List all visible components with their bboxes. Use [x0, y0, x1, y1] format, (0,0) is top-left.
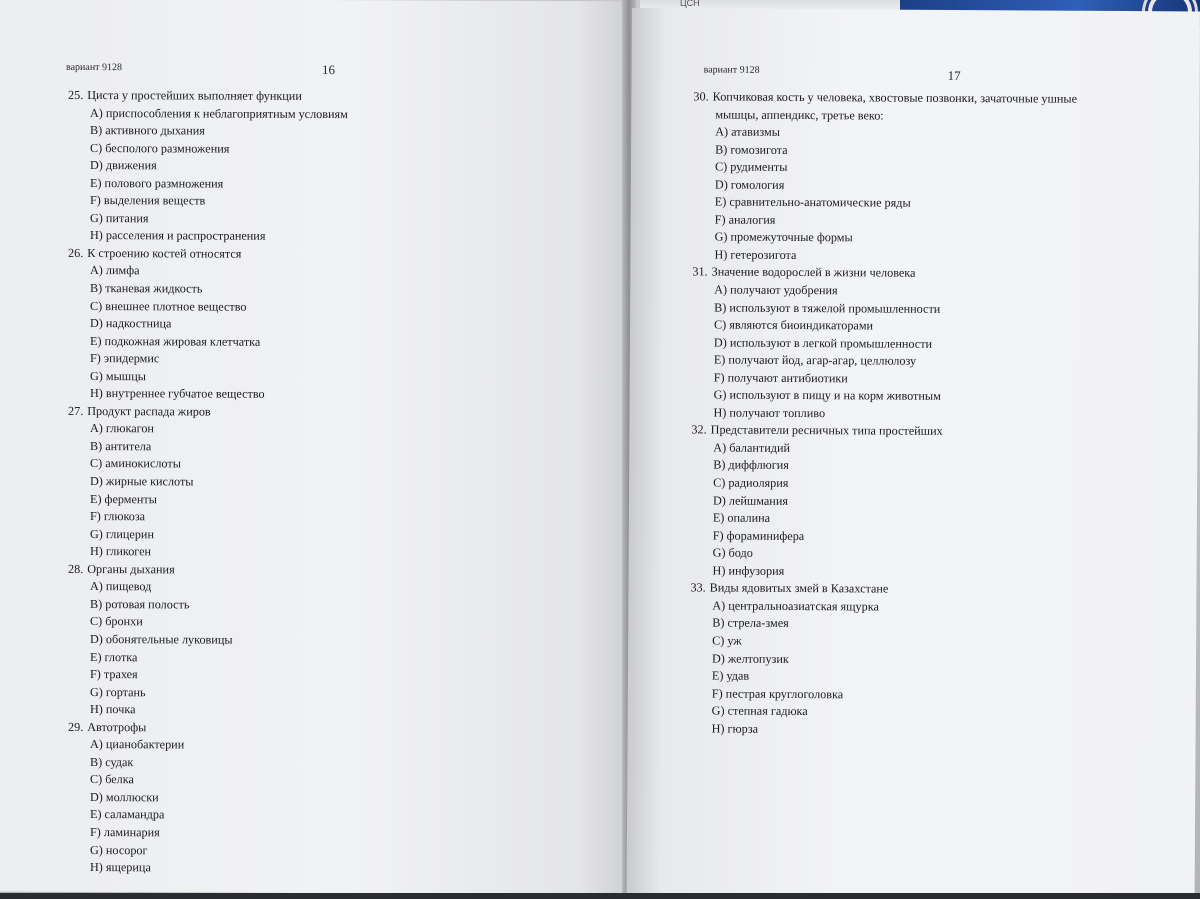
answer-option: B) судак	[90, 754, 134, 769]
answer-option: G) носорог	[90, 842, 148, 857]
answer-option: A) пищевод	[90, 579, 152, 594]
answer-option: E) саламандра	[90, 807, 165, 822]
answer-option: F) фораминифера	[712, 528, 805, 543]
question-number: 28.	[68, 561, 84, 576]
question-26	[68, 245, 348, 264]
left-question-column	[68, 87, 348, 878]
answer-option: D) используют в легкой промышленности	[713, 335, 933, 351]
answer-option: C) бесполого размножения	[90, 140, 230, 156]
question-text: Представители ресничных типа простейших	[710, 422, 943, 439]
answer-option: H) инфузория	[712, 563, 785, 578]
question-text: Органы дыхания	[87, 561, 175, 577]
answer-option: H) расселения и распространения	[90, 228, 266, 244]
answer-option: G) гортань	[90, 684, 146, 699]
answer-option: H) гетерозигота	[714, 247, 797, 262]
question-text: Автотрофы	[87, 719, 147, 734]
answer-option: B) используют в тяжелой промышленности	[714, 300, 941, 316]
answer-option: D) движения	[90, 158, 157, 173]
answer-option: C) внешнее плотное вещество	[90, 298, 247, 314]
answer-option: B) диффлюгия	[713, 457, 789, 473]
answer-option: C) уж	[712, 633, 742, 648]
answer-option: A) атавизмы	[715, 124, 781, 139]
right-variant-header: вариант 9128	[703, 64, 760, 76]
answer-option: D) моллюски	[90, 789, 159, 805]
answer-option: D) гомология	[714, 177, 785, 192]
question-text: Виды ядовитых змей в Казахстане	[709, 580, 889, 596]
bottom-shadow	[0, 893, 1200, 899]
question-text-continued: мышцы, аппендикс, третье веко:	[715, 107, 884, 123]
answer-option: B) стрела-змея	[712, 615, 789, 631]
answer-option: B) ротовая полость	[90, 596, 190, 612]
answer-option: C) радиолярия	[713, 475, 789, 490]
question-text: Циста у простейших выполняет функции	[87, 88, 302, 103]
answer-option: F) глюкоза	[90, 509, 146, 524]
answer-option: H) внутреннее губчатое вещество	[90, 386, 265, 402]
question-text: Значение водорослей в жизни человека	[711, 264, 916, 281]
answer-option: F) эпидермис	[90, 351, 160, 366]
answer-option: G) глицерин	[90, 526, 154, 541]
left-page-number: 16	[322, 62, 335, 78]
cover-mark: ЦСН	[680, 0, 700, 8]
answer-option: G) мышцы	[90, 368, 146, 384]
answer-option: A) балантидий	[713, 440, 791, 455]
answer-option: B) тканевая жидкость	[90, 281, 203, 296]
question-number: 26.	[68, 245, 84, 260]
answer-option: A) получают удобрения	[714, 282, 838, 298]
answer-option: D) лейшмания	[712, 493, 789, 508]
answer-option: H) ящерица	[90, 860, 151, 875]
right-question-column	[690, 88, 1194, 740]
answer-option: A) цианобактерии	[90, 737, 185, 752]
left-variant-header: вариант 9128	[66, 61, 123, 74]
question-number: 27.	[68, 403, 84, 418]
answer-option: E) полового размножения	[90, 175, 224, 191]
question-number: 29.	[68, 719, 84, 734]
answer-option: F) ламинария	[90, 824, 160, 840]
answer-option: E) сравнительно-анатомические ряды	[714, 194, 911, 210]
answer-option: F) получают антибиотики	[713, 370, 848, 386]
question-27	[68, 403, 348, 422]
answer-option: C) белка	[90, 772, 134, 787]
answer-option: D) жирные кислоты	[90, 474, 194, 489]
answer-option: F) трахея	[90, 667, 138, 682]
answer-option: H) получают топливо	[713, 405, 826, 421]
answer-option: A) центральноазиатская ящурка	[712, 598, 879, 614]
answer-option: F) пестрая круглоголовка	[711, 686, 844, 701]
answer-option: A) приспособления к неблагоприятным условиям	[90, 105, 348, 121]
answer-option: G) степная гадюка	[711, 703, 808, 719]
answer-option: G) бодо	[712, 545, 753, 560]
answer-option: D) надкостница	[90, 316, 172, 331]
answer-option: E) ферменты	[90, 491, 157, 506]
answer-option: E) получают йод, агар-агар, целлюлозу	[713, 352, 917, 368]
answer-option: B) гомозигота	[715, 142, 788, 157]
answer-option: A) лимфа	[90, 263, 140, 278]
answer-option: C) являются биоиндикаторами	[714, 317, 874, 333]
question-text: К строению костей относятся	[87, 245, 242, 261]
answer-option: B) антитела	[90, 438, 152, 454]
answer-option: D) желтопузик	[711, 651, 789, 666]
answer-option: A) глюкагон	[90, 421, 154, 436]
question-28	[68, 561, 348, 580]
answer-option: C) аминокислоты	[90, 456, 181, 471]
answer-option: E) подкожная жировая клетчатка	[90, 333, 261, 349]
answer-option: G) питания	[90, 210, 149, 226]
right-page	[627, 8, 1200, 899]
question-number: 25.	[68, 87, 84, 102]
answer-option: F) аналогия	[714, 212, 776, 227]
answer-option: B) активного дыхания	[90, 123, 205, 138]
question-number: 30.	[693, 89, 709, 104]
right-page-number: 17	[947, 67, 961, 84]
answer-option: D) обонятельные луковицы	[90, 631, 233, 647]
answer-option: H) почка	[90, 702, 136, 717]
question-25	[68, 87, 348, 106]
question-number: 33.	[690, 580, 706, 595]
question-number: 32.	[691, 422, 707, 437]
answer-option: E) опалина	[712, 510, 771, 525]
answer-option: C) бронхи	[90, 614, 143, 629]
answer-option: H) гликоген	[90, 544, 152, 559]
answer-option: H) гюрза	[711, 721, 759, 736]
answer-option: G) используют в пищу и на корм животным	[713, 387, 941, 404]
question-30	[693, 88, 1193, 126]
question-text: Копчиковая кость у человека, хвостовые позвонки, зачаточные ушные	[712, 89, 1078, 106]
answer-option: E) удав	[711, 668, 750, 683]
question-29	[68, 719, 348, 738]
answer-option: C) рудименты	[714, 159, 788, 175]
answer-option: F) выделения веществ	[90, 193, 206, 208]
answer-option: E) глотка	[90, 649, 138, 664]
question-text: Продукт распада жиров	[87, 403, 211, 419]
answer-option: G) промежуточные формы	[714, 229, 853, 245]
question-number: 31.	[692, 264, 708, 279]
